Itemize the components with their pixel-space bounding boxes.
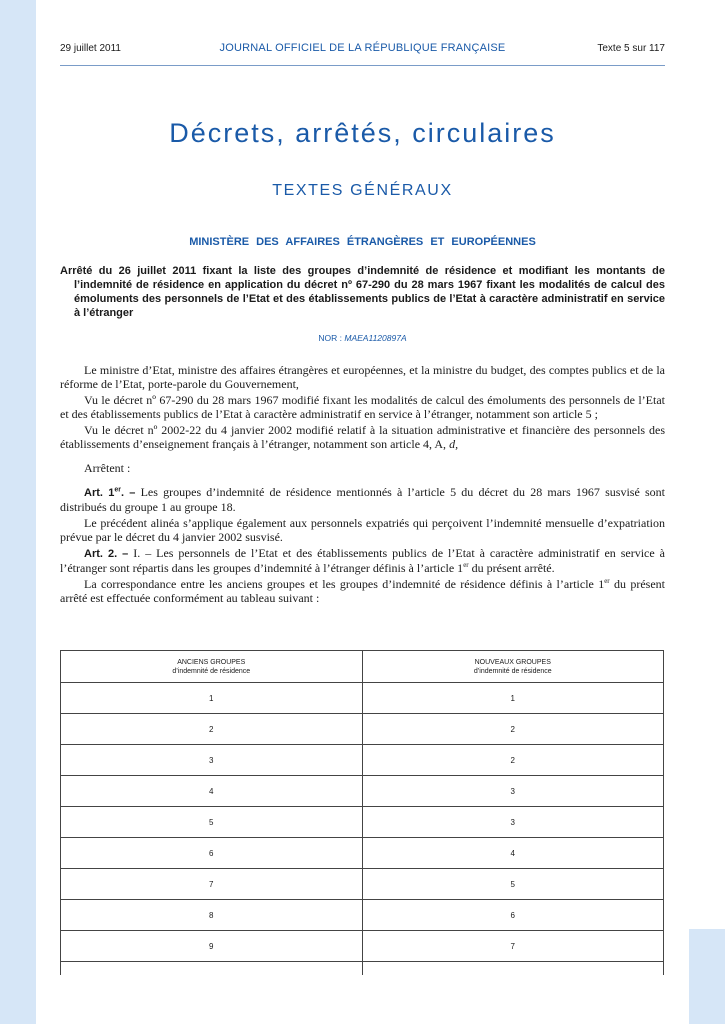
paragraph-article-2 — [60, 546, 665, 575]
paragraph-vu-decret-2002 — [60, 423, 665, 451]
subsection-title: TEXTES GÉNÉRAUX — [272, 182, 453, 199]
table-row — [61, 807, 664, 838]
table-row — [61, 714, 664, 745]
column-header-nouveaux-line2: d’indemnité de résidence — [473, 667, 552, 675]
cell-ancien: 5 — [61, 807, 363, 838]
cell-nouveau: 3 — [362, 776, 664, 807]
cell-ancien: 4 — [61, 776, 363, 807]
section-title: Décrets, arrêtés, circulaires — [169, 118, 556, 148]
cell-ancien: 3 — [61, 745, 363, 776]
table-row — [61, 683, 664, 714]
table-row — [61, 838, 664, 869]
paragraph-correspondance — [60, 577, 665, 605]
cell-nouveau: 6 — [362, 900, 664, 931]
header-journal-title: JOURNAL OFFICIEL DE LA RÉPUBLIQUE FRANÇAISE — [219, 42, 506, 54]
document-body — [60, 363, 665, 607]
nor-reference — [36, 333, 689, 343]
header-rule — [60, 65, 665, 66]
cell-nouveau: 3 — [362, 807, 664, 838]
paragraph-ministers: Le ministre d’Etat, ministre des affaires étrangères et européennes, et la ministre du budget, des comptes publics et de la réforme de l’Etat, porte-parole du Gouvernement, — [60, 363, 665, 391]
correspondance-sup: er — [604, 577, 610, 585]
article-1-label — [84, 487, 135, 499]
nor-code: MAEA1120897A — [344, 333, 407, 343]
correspondance-text-b: du présent arrêté est effectuée conformément au tableau suivant : — [60, 577, 665, 605]
header-date: 29 juillet 2011 — [60, 43, 121, 54]
arrete-title: Arrêté du 26 juillet 2011 fixant la liste des groupes d’indemnité de résidence et modifiant les montants de l’indemnité de résidence en application du décret nº 67-290 du 28 mars 1967 fixant les modalités de calcul des émoluments des personnels de l’Etat et des établissements publics de l’Etat à caractère administratif en service à l’étranger — [60, 265, 665, 319]
cell-ancien: 8 — [61, 900, 363, 931]
cell-empty — [362, 962, 664, 976]
left-margin-band — [0, 0, 36, 1024]
paragraph-arretent: Arrêtent : — [84, 461, 131, 475]
column-header-anciens-line1: ANCIENS GROUPES — [177, 658, 246, 666]
vu-decret-2002-italic: d, — [449, 437, 459, 451]
paragraph-expatries: Le précédent alinéa s’applique également aux personnels expatriés qui perçoivent l’indemnité mensuelle d’expatriation prévue par le décret du 4 janvier 2002 susvisé. — [60, 516, 665, 544]
table-row — [61, 869, 664, 900]
cell-ancien: 7 — [61, 869, 363, 900]
article-2-label — [84, 548, 128, 560]
column-header-nouveaux-line1: NOUVEAUX GROUPES — [474, 658, 551, 666]
article-1-dash: . – — [120, 487, 136, 499]
table-header-row — [61, 651, 664, 683]
page-header — [60, 42, 665, 58]
cell-nouveau: 7 — [362, 931, 664, 962]
table-row — [61, 745, 664, 776]
article-2-dash: – — [117, 548, 129, 560]
cell-nouveau: 4 — [362, 838, 664, 869]
cell-ancien: 9 — [61, 931, 363, 962]
column-header-nouveaux — [362, 651, 664, 683]
ministry-heading: MINISTÈRE DES AFFAIRES ÉTRANGÈRES ET EUROPÉENNES — [189, 236, 536, 248]
cell-ancien: 6 — [61, 838, 363, 869]
article-2-text-b: du présent arrêté. — [468, 561, 555, 575]
column-header-anciens-line2: d’indemnité de résidence — [172, 667, 251, 675]
cell-nouveau: 1 — [362, 683, 664, 714]
cell-empty — [61, 962, 363, 976]
cell-nouveau: 2 — [362, 714, 664, 745]
cell-ancien: 1 — [61, 683, 363, 714]
correspondance-text-a: La correspondance entre les anciens groupes et les groupes d’indemnité de résidence définis à l’article 1 — [84, 577, 605, 591]
table-row — [61, 776, 664, 807]
article-1-sup: er — [114, 486, 121, 494]
cell-nouveau: 5 — [362, 869, 664, 900]
correspondence-table — [60, 650, 664, 975]
vu-decret-2002-text: Vu le décret nº 2002-22 du 4 janvier 2002 modifié relatif à la situation administrative et financière des personnels des établissements d’enseignement français à l’étranger, notamment son article 4, A, — [60, 423, 665, 451]
cell-nouveau: 2 — [362, 745, 664, 776]
article-2-sup: er — [463, 561, 469, 569]
article-1-text: Les groupes d’indemnité de résidence mentionnés à l’article 5 du décret du 28 mars 1967 susvisé sont distribués du groupe 1 au groupe 18. — [60, 485, 666, 514]
article-1-number: Art. 1 — [84, 487, 115, 499]
article-2-number: Art. 2. — [84, 548, 118, 560]
nor-label: NOR : — [318, 333, 343, 343]
paragraph-vu-decret-1967: Vu le décret nº 67-290 du 28 mars 1967 modifié fixant les modalités de calcul des émoluments des personnels de l’Etat et des établissements publics de l’Etat à caractère administratif en service à l’étranger, notamment son article 5 ; — [60, 393, 665, 421]
corner-band — [689, 929, 725, 1024]
article-2-text-a: I. – Les personnels de l’Etat et des établissements publics de l’Etat à caractère administratif en service à l’étranger sont répartis dans les groupes d’indemnité à l’étranger définis à l’article 1 — [60, 546, 665, 575]
table-row-continuation — [61, 962, 664, 976]
document-page — [36, 0, 689, 1024]
header-text-number: Texte 5 sur 117 — [597, 43, 665, 54]
table-row — [61, 931, 664, 962]
cell-ancien: 2 — [61, 714, 363, 745]
paragraph-article-1 — [60, 485, 665, 514]
column-header-anciens — [61, 651, 363, 683]
table-row — [61, 900, 664, 931]
